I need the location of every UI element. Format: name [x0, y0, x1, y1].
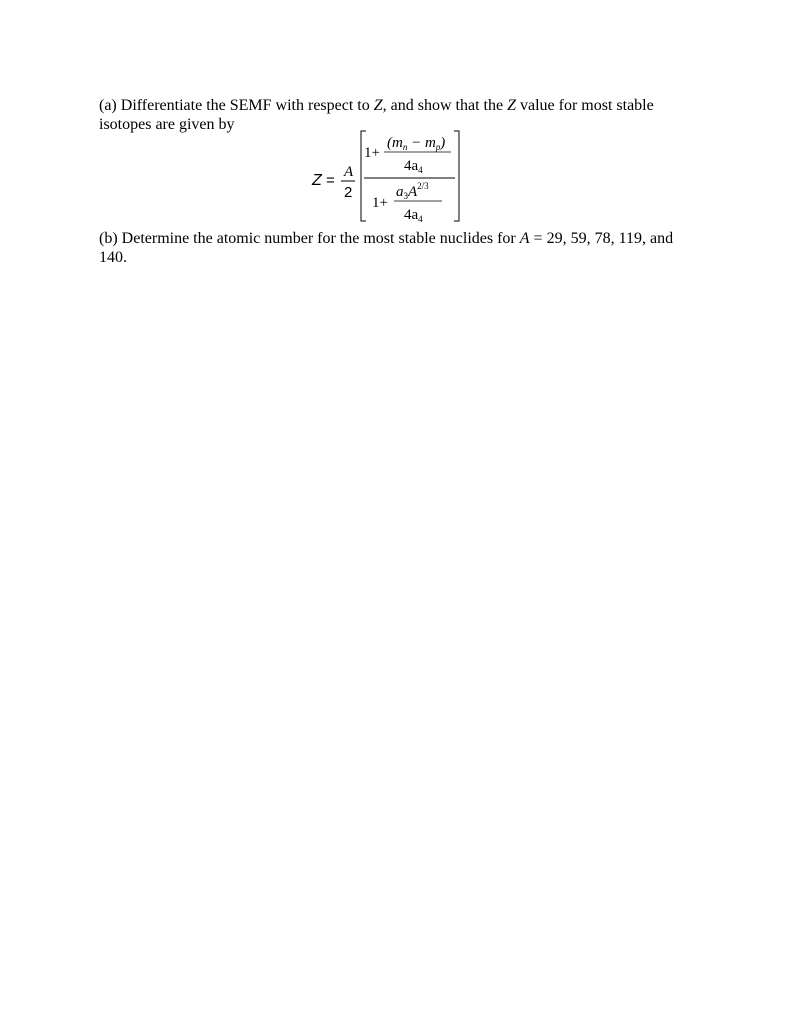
eq-top-num: $(m_n - m_p)$	[387, 135, 446, 152]
part-b-line2: 140.	[99, 249, 127, 266]
part-a-var-z2: Z	[507, 97, 516, 114]
part-a-suffix: value for most stable	[515, 97, 654, 114]
equation-svg	[310, 128, 470, 226]
eq-top-one-plus: 1+	[364, 145, 380, 161]
part-b-var-a: A	[519, 230, 530, 247]
stable-z-equation	[310, 128, 470, 226]
eq-half-num: A	[344, 164, 354, 180]
eq-bottom-num: $a_3A^{2/3}$	[396, 181, 429, 201]
part-a-middle: , and show that the	[382, 97, 508, 114]
eq-lhs-z: Z	[312, 172, 322, 189]
part-a-var-z1: Z	[373, 97, 383, 114]
eq-top-den: $4a_4$	[404, 158, 423, 175]
eq-bottom-den: $4a_4$	[404, 207, 423, 224]
part-b-values: = 29, 59, 78, 119, and	[529, 230, 674, 247]
eq-bottom-one-plus: 1+	[372, 195, 388, 211]
eq-half-den: 2	[344, 184, 353, 201]
eq-equals: =	[326, 172, 335, 189]
right-bracket	[454, 131, 459, 221]
part-a-prefix: (a) Differentiate the SEMF with respect to	[99, 97, 374, 114]
question-part-b	[99, 229, 699, 267]
part-b-prefix: (b) Determine the atomic number for the most stable nuclides for	[99, 230, 520, 247]
part-a-line2: isotopes are given by	[99, 116, 235, 133]
